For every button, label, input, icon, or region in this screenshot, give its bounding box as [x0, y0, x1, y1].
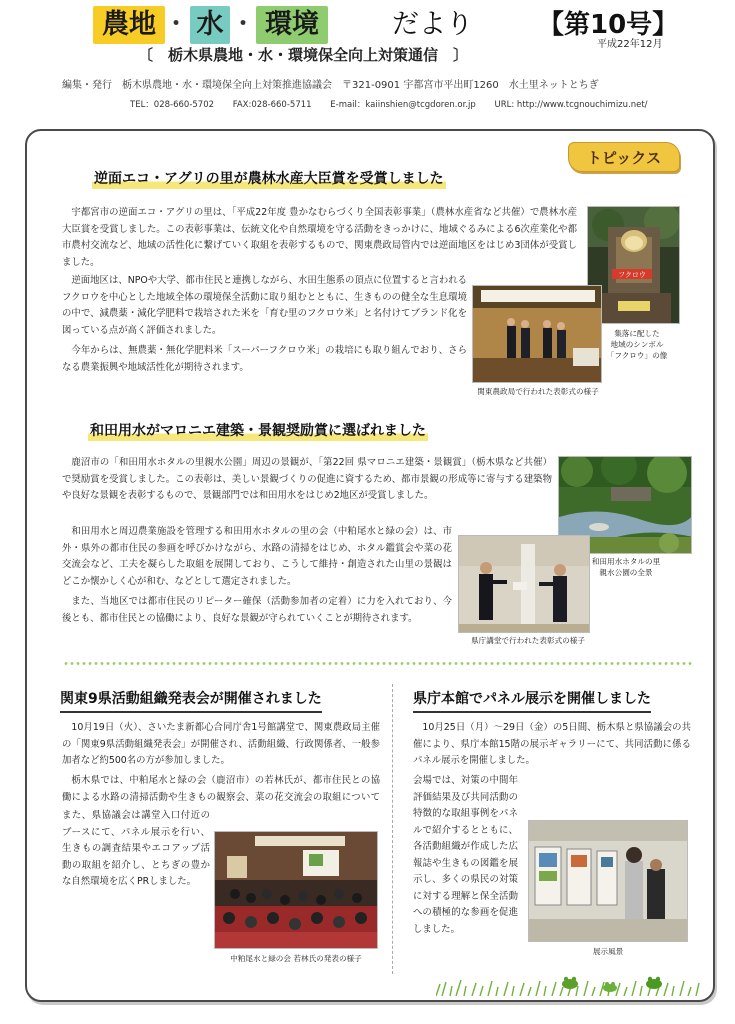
photo-presentation-caption: 中粕尾水と緑の会 若林氏の発表の様子 — [230, 954, 362, 963]
title-part-environment: 環境 — [256, 6, 328, 44]
article3-heading: 関東9県活動組織発表会が開催されました — [60, 689, 322, 713]
photo-award-ceremony-1 — [472, 285, 602, 383]
photo-award-caption-2: 県庁講堂で行われた表彰式の様子 — [471, 636, 585, 645]
article2-heading: 和田用水がマロニエ建築・景観奨励賞に選ばれました — [90, 423, 426, 439]
fax-number: FAX:028-660-5711 — [232, 100, 312, 110]
title-part-water: 水 — [190, 6, 230, 44]
publisher-info: 編集・発行 栃木県農地・水・環境保全向上対策推進協議会 〒321-0901 宇都宮市平出町1260 水土里ネットとちぎ — [62, 80, 599, 91]
frog-icon — [603, 982, 617, 992]
topics-badge: トピックス — [568, 142, 680, 172]
article1-paragraph-3: 今年からは、無農薬・無化学肥料米「スーパーフクロウ米」の栽培にも取り組んでおり、さらなる農業振興や地域活性化が期待されます。 — [62, 345, 467, 373]
frog-icon — [646, 977, 662, 989]
email-address[interactable]: E-mail：kaiinshien@tcgdoren.or.jp — [330, 100, 476, 110]
article1-paragraph-2: 逆面地区は、NPOや大学、都市住民と連携しながら、水田生態系の頂点に位置すると言われるフクロウを中心とした地域全体の環境保全活動に取り組むとともに、生きものの健全な生息環境の中で、減農薬・減化学肥料で栽培された米を「育む里のフクロウ米」と名付けてブランド化を図っている点が高く評価されました。 — [62, 275, 467, 336]
phone-number: TEL：028-660-5702 — [130, 100, 215, 110]
subtitle: 〔 栃木県農地・水・環境保全向上対策通信 〕 — [138, 46, 469, 64]
photo-award-ceremony-2 — [458, 535, 590, 633]
prefecture-award-image — [459, 536, 590, 633]
article3-paragraph-1: 10月19日（火）、さいたま新都心合同庁舎1号館講堂で、関東農政局主催の「関東9県活動組織発表会」が開催され、活動組織、行政関係者、一般参加者など約500名の方が参加しました。 — [62, 722, 380, 766]
photo-panel-exhibit — [528, 820, 688, 942]
photo-owl-caption — [602, 328, 672, 361]
section-divider — [63, 662, 693, 665]
panel-exhibit-image — [529, 821, 688, 942]
caption-line: 和田用水ホタルの里 — [591, 557, 661, 566]
caption-line: 地域のシンボル — [610, 340, 664, 349]
caption-line: 「フクロウ」の像 — [606, 351, 668, 360]
photo-exhibit-caption: 展示風景 — [592, 947, 624, 956]
issue-date: 平成22年12月 — [597, 39, 663, 50]
article4-paragraph-2: 会場では、対策の中間年評価結果及び共同活動の特徴的な取組事例をパネルで紹介するとともに、各活動組織が作成した広報誌や生きもの図鑑を展示し、多くの県民の対策に対する理解と保全活動への積極的な参画を促進しました。 — [413, 775, 518, 935]
photo-award-caption-1: 関東農政局で行われた表彰式の様子 — [477, 387, 599, 396]
grass-decoration — [436, 974, 700, 996]
title-part-farmland: 農地 — [93, 6, 165, 44]
article2-paragraph-3: また、当地区では都市住民のリピーター確保（活動参加者の定着）に力を入れており、今後とも、都市住民との協働により、良好な景観が守られていくことが期待されます。 — [62, 596, 452, 624]
presentation-image — [215, 832, 378, 949]
caption-line: 親水公園の全景 — [599, 568, 653, 577]
column-divider — [392, 684, 393, 974]
article2-paragraph-2: 和田用水と周辺農業施設を管理する和田用水ホタルの里の会（中粕尾水と緑の会）は、市外・県外の都市住民の参画を呼びかけながら、水路の清掃をはじめ、ホタル鑑賞会や菜の花交流会など、工夫を凝らした取組を展開しており、こうして維持・創造された山里の景観はどこか懐かしく心が和む、などとして選定されました。 — [62, 526, 452, 587]
article1-paragraph-1: 宇都宮市の逆面エコ・アグリの里は、「平成22年度 豊かなむらづくり全国表彰事業」（農林水産省など共催）で農林水産大臣賞を受賞しました。この表彰事業は、伝統文化や自然環境を守る活動をきっかけに、地域ぐるみによる6次産業化や都市農村交流など、地域の活性化に繋げていく取組を表彰するもので、関東農政局管内では逆面地区をはじめ3団体が受賞しました。 — [62, 207, 577, 268]
article4-paragraph-1: 10月25日（月）～29日（金）の5日間、栃木県と県協議会の共催により、県庁本館15階の展示ギャラリーにて、共同活動に係るパネル展示を開催しました。 — [413, 722, 691, 766]
article1-heading: 逆面エコ・アグリの里が農林水産大臣賞を受賞しました — [94, 171, 444, 187]
caption-line: 集落に配した — [614, 329, 660, 338]
title-part-dayori: だより — [392, 9, 473, 40]
contact-info — [130, 99, 664, 111]
article3-paragraph-3: また、県協議会は講堂入口付近のブースにて、パネル展示を行い、生きもの調査結果やエコアップ活動の取組を紹介し、とちぎの豊かな自然環境を広くPRしました。 — [62, 810, 210, 887]
article4-heading: 県庁本館でパネル展示を開催しました — [413, 689, 651, 713]
title-separator: ・ — [232, 12, 255, 37]
issue-number: 【第10号】 — [538, 10, 679, 40]
article3-paragraph-2: 栃木県では、中粕尾水と緑の会（鹿沼市）の若林氏が、都市住民との協働による水路の清掃活動や生きもの観察会、菜の花交流会の取組について — [62, 775, 380, 803]
award-ceremony-image — [473, 286, 602, 383]
frog-icon — [562, 977, 578, 989]
title-separator: ・ — [165, 12, 188, 37]
owl-sign-text: フクロウ — [618, 271, 646, 279]
website-url[interactable]: URL: http://www.tcgnouchimizu.net/ — [494, 100, 648, 110]
photo-presentation — [214, 831, 378, 949]
article2-paragraph-1: 鹿沼市の「和田用水ホタルの里親水公園」周辺の景観が、「第22回 県マロニエ建築・景観賞」（栃木県など共催）で奨励賞を受賞しました。この表彰は、美しい景観づくりの促進に資するため、都市景観の形成等に寄与する建築物や良好な景観を表彰するもので、景観部門では和田用水をはじめ2地区が受賞しました。 — [62, 457, 552, 501]
